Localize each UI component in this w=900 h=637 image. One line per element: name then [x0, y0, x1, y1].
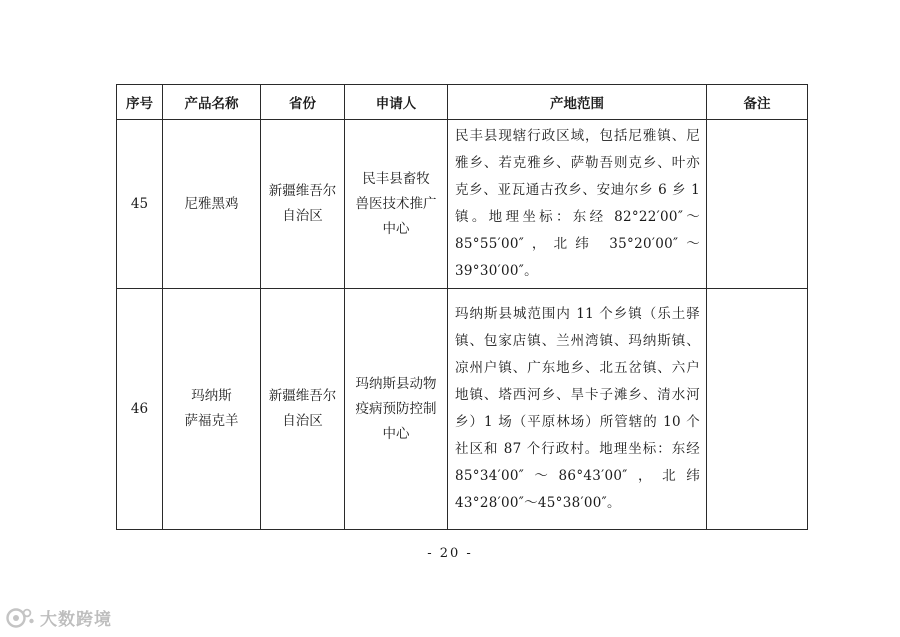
- table-row: [117, 289, 808, 530]
- row-province: [261, 289, 345, 530]
- applicant-line: 中心: [382, 220, 410, 237]
- applicant-line: 兽医技术推广: [355, 195, 437, 212]
- product-name-line: 玛纳斯: [191, 388, 232, 404]
- brand-logo-icon: [6, 606, 36, 630]
- header-index: 序号: [117, 85, 163, 120]
- product-name-line: 萨福克羊: [184, 413, 239, 429]
- province-line: 自治区: [282, 413, 323, 429]
- applicant-line: 民丰县畜牧: [362, 170, 430, 187]
- row-index: 46: [117, 289, 163, 530]
- province-line: 自治区: [282, 208, 323, 224]
- province-line: 新疆维吾尔: [268, 388, 337, 404]
- table-header-row: [117, 85, 808, 120]
- header-applicant: 申请人: [345, 85, 448, 120]
- watermark: [6, 605, 112, 630]
- row-remark: [707, 120, 808, 289]
- product-table: [116, 84, 808, 530]
- row-product-name: [163, 289, 261, 530]
- applicant-line: 疫病预防控制: [355, 400, 437, 417]
- province-line: 新疆维吾尔: [268, 183, 337, 199]
- row-index: 45: [117, 120, 163, 289]
- applicant-line: 中心: [382, 425, 410, 442]
- row-applicant: [345, 120, 448, 289]
- header-province: 省份: [261, 85, 345, 120]
- header-remark: 备注: [707, 85, 808, 120]
- header-product-name: 产品名称: [163, 85, 261, 120]
- watermark-text: 大数跨境: [40, 610, 112, 630]
- header-origin-range: 产地范围: [448, 85, 707, 120]
- applicant-line: 玛纳斯县动物: [355, 375, 437, 392]
- row-origin-range: 玛纳斯县城范围内 11 个乡镇（乐土驿镇、包家店镇、兰州湾镇、玛纳斯镇、凉州户镇、广东地乡、北五岔镇、六户地镇、塔西河乡、旱卡子滩乡、清水河乡）1 场（平原林场）所管辖的 10 个社区和 87 个行政村。地理坐标：东经 85°34′00″～86°43′00″，北纬 43°28′00″～45°38′00″。: [448, 289, 707, 530]
- row-applicant: [345, 289, 448, 530]
- row-province: [261, 120, 345, 289]
- row-product-name: 尼雅黑鸡: [163, 120, 261, 289]
- table-row: [117, 120, 808, 289]
- row-remark: [707, 289, 808, 530]
- row-origin-range: 民丰县现辖行政区域，包括尼雅镇、尼雅乡、若克雅乡、萨勒吾则克乡、叶亦克乡、亚瓦通古孜乡、安迪尔乡 6 乡 1 镇。地理坐标：东经 82°22′00″～85°55′00″，北纬 35°20′00″～39°30′00″。: [448, 120, 707, 289]
- page-number: - 20 -: [427, 546, 473, 561]
